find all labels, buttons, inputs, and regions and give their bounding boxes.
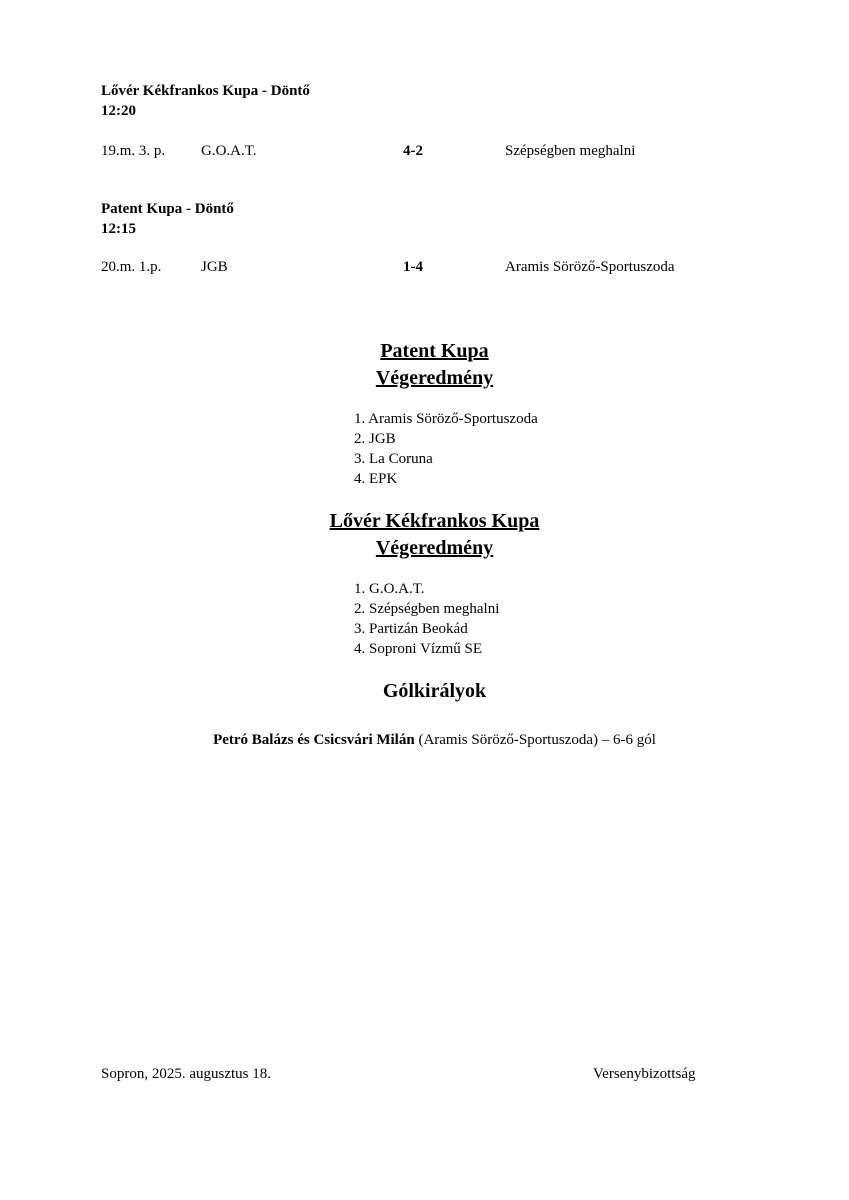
match-1-score: 4-2 xyxy=(403,143,423,159)
match-2-time: 12:15 xyxy=(101,221,136,237)
standings-1-subtitle: Végeredmény xyxy=(375,367,494,389)
match-1-time: 12:20 xyxy=(101,103,136,119)
match-1-home-team: G.O.A.T. xyxy=(201,143,257,159)
standings-1-item: 2. JGB xyxy=(354,431,396,447)
standings-2-item: 1. G.O.A.T. xyxy=(354,581,425,597)
match-2-cup-title: Patent Kupa - Döntő xyxy=(101,201,234,217)
match-2-slot: 20.m. 1.p. xyxy=(101,259,162,275)
scorers-names: Petró Balázs és Csicsvári Milán xyxy=(213,732,415,748)
standings-2-list xyxy=(354,579,499,659)
match-2-away-team: Aramis Söröző-Sportuszoda xyxy=(505,259,675,275)
match-1-cup-title: Lővér Kékfrankos Kupa - Döntő xyxy=(101,83,310,99)
standings-1-list xyxy=(354,409,538,489)
scorers-detail: (Aramis Söröző-Sportuszoda) – 6-6 gól xyxy=(414,732,656,748)
standings-2-subtitle: Végeredmény xyxy=(375,537,494,559)
match-1-slot: 19.m. 3. p. xyxy=(101,143,166,159)
standings-1-item: 3. La Coruna xyxy=(354,451,433,467)
standings-1-item: 1. Aramis Söröző-Sportuszoda xyxy=(354,411,538,427)
match-2-home-team: JGB xyxy=(201,259,228,275)
scorers-line xyxy=(0,732,849,749)
match-1-away-team: Szépségben meghalni xyxy=(505,143,636,159)
footer-place-date: Sopron, 2025. augusztus 18. xyxy=(101,1066,271,1082)
standings-1-title: Patent Kupa xyxy=(380,340,489,362)
standings-2-item: 2. Szépségben meghalni xyxy=(354,601,500,617)
standings-2-item: 4. Soproni Vízmű SE xyxy=(354,641,483,657)
footer-signature: Versenybizottság xyxy=(593,1066,696,1082)
match-2-score: 1-4 xyxy=(403,259,423,275)
standings-2-title: Lővér Kékfrankos Kupa xyxy=(329,510,540,532)
standings-1-item: 4. EPK xyxy=(354,471,398,487)
standings-2-item: 3. Partizán Beokád xyxy=(354,621,468,637)
scorers-title: Gólkirályok xyxy=(382,680,487,702)
